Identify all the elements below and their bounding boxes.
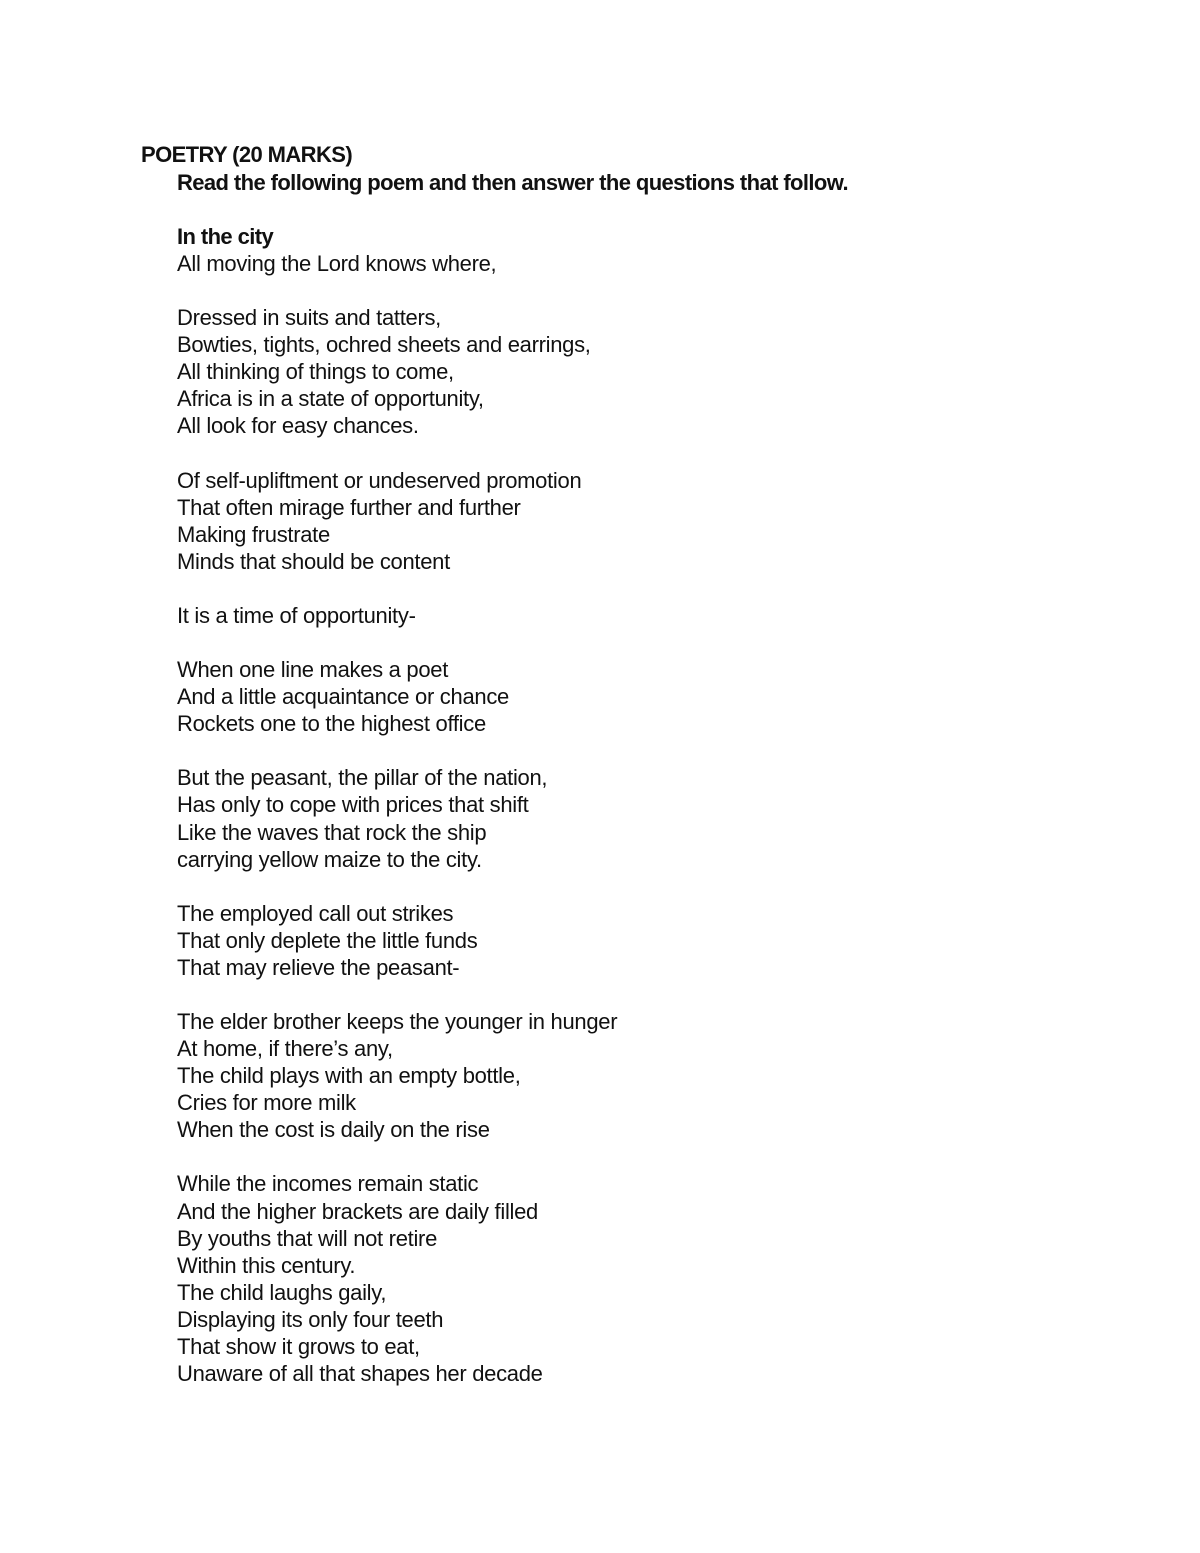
poem-line: But the peasant, the pillar of the nation, <box>177 765 548 791</box>
poem-line: Has only to cope with prices that shift <box>177 792 529 818</box>
poem-line: That show it grows to eat, <box>177 1334 420 1359</box>
poem-line: When the cost is daily on the rise <box>177 1117 490 1143</box>
poem-title: In the city <box>177 224 274 249</box>
poem-line: Like the waves that rock the ship <box>177 819 487 845</box>
poem-line: When one line makes a poet <box>177 657 449 683</box>
poem-line: By youths that will not retire <box>177 1225 438 1251</box>
spacer <box>177 196 1077 223</box>
poem-line: While the incomes remain static <box>177 1171 479 1197</box>
poem-line: And a little acquaintance or chance <box>177 684 509 710</box>
poem-stanza <box>177 250 1077 277</box>
section-heading: POETRY (20 MARKS) <box>141 142 353 167</box>
poem-line: Making frustrate <box>177 521 330 547</box>
poem-line: Rockets one to the highest office <box>177 711 486 737</box>
poem-stanza <box>177 467 1077 575</box>
poem-stanza <box>177 764 1077 872</box>
poem-stanza <box>177 304 1077 439</box>
poem-body <box>177 250 1077 1387</box>
poem-line: Minds that should be content <box>177 548 450 574</box>
poem-line: That only deplete the little funds <box>177 927 478 953</box>
poem-line: All thinking of things to come, <box>177 359 454 385</box>
poem-line: And the higher brackets are daily filled <box>177 1198 538 1224</box>
poem-line: That may relieve the peasant- <box>177 954 460 980</box>
poem-line: All moving the Lord knows where, <box>177 251 497 276</box>
poem-line: The child laughs gaily, <box>177 1279 387 1305</box>
poem-line: At home, if there’s any, <box>177 1036 393 1062</box>
poem-line: The child plays with an empty bottle, <box>177 1063 521 1089</box>
poem-line: Unaware of all that shapes her decade <box>177 1361 543 1387</box>
poem-stanza <box>177 1008 1077 1143</box>
poem-line: All look for easy chances. <box>177 413 419 439</box>
poem-line: Cries for more milk <box>177 1090 356 1116</box>
poem-line: carrying yellow maize to the city. <box>177 846 482 872</box>
poem-line: That often mirage further and further <box>177 494 521 520</box>
poem-line: Within this century. <box>177 1252 356 1278</box>
poem-stanza <box>177 656 1077 737</box>
instruction-text: Read the following poem and then answer the questions that follow. <box>177 170 848 195</box>
poem-line: The elder brother keeps the younger in hunger <box>177 1008 618 1034</box>
poem-line: The employed call out strikes <box>177 900 454 926</box>
poem-line: It is a time of opportunity- <box>177 602 416 628</box>
question-body <box>177 169 1077 1387</box>
poem-stanza <box>177 900 1077 981</box>
poem-line: Bowties, tights, ochred sheets and earrings, <box>177 332 591 358</box>
poem-line: Dressed in suits and tatters, <box>177 305 441 331</box>
poem-line: Africa is in a state of opportunity, <box>177 386 484 412</box>
poem-stanza <box>177 1170 1077 1387</box>
poem-stanza <box>177 602 1077 629</box>
poem-line: Displaying its only four teeth <box>177 1306 444 1332</box>
poem-line: Of self-upliftment or undeserved promotion <box>177 467 582 493</box>
